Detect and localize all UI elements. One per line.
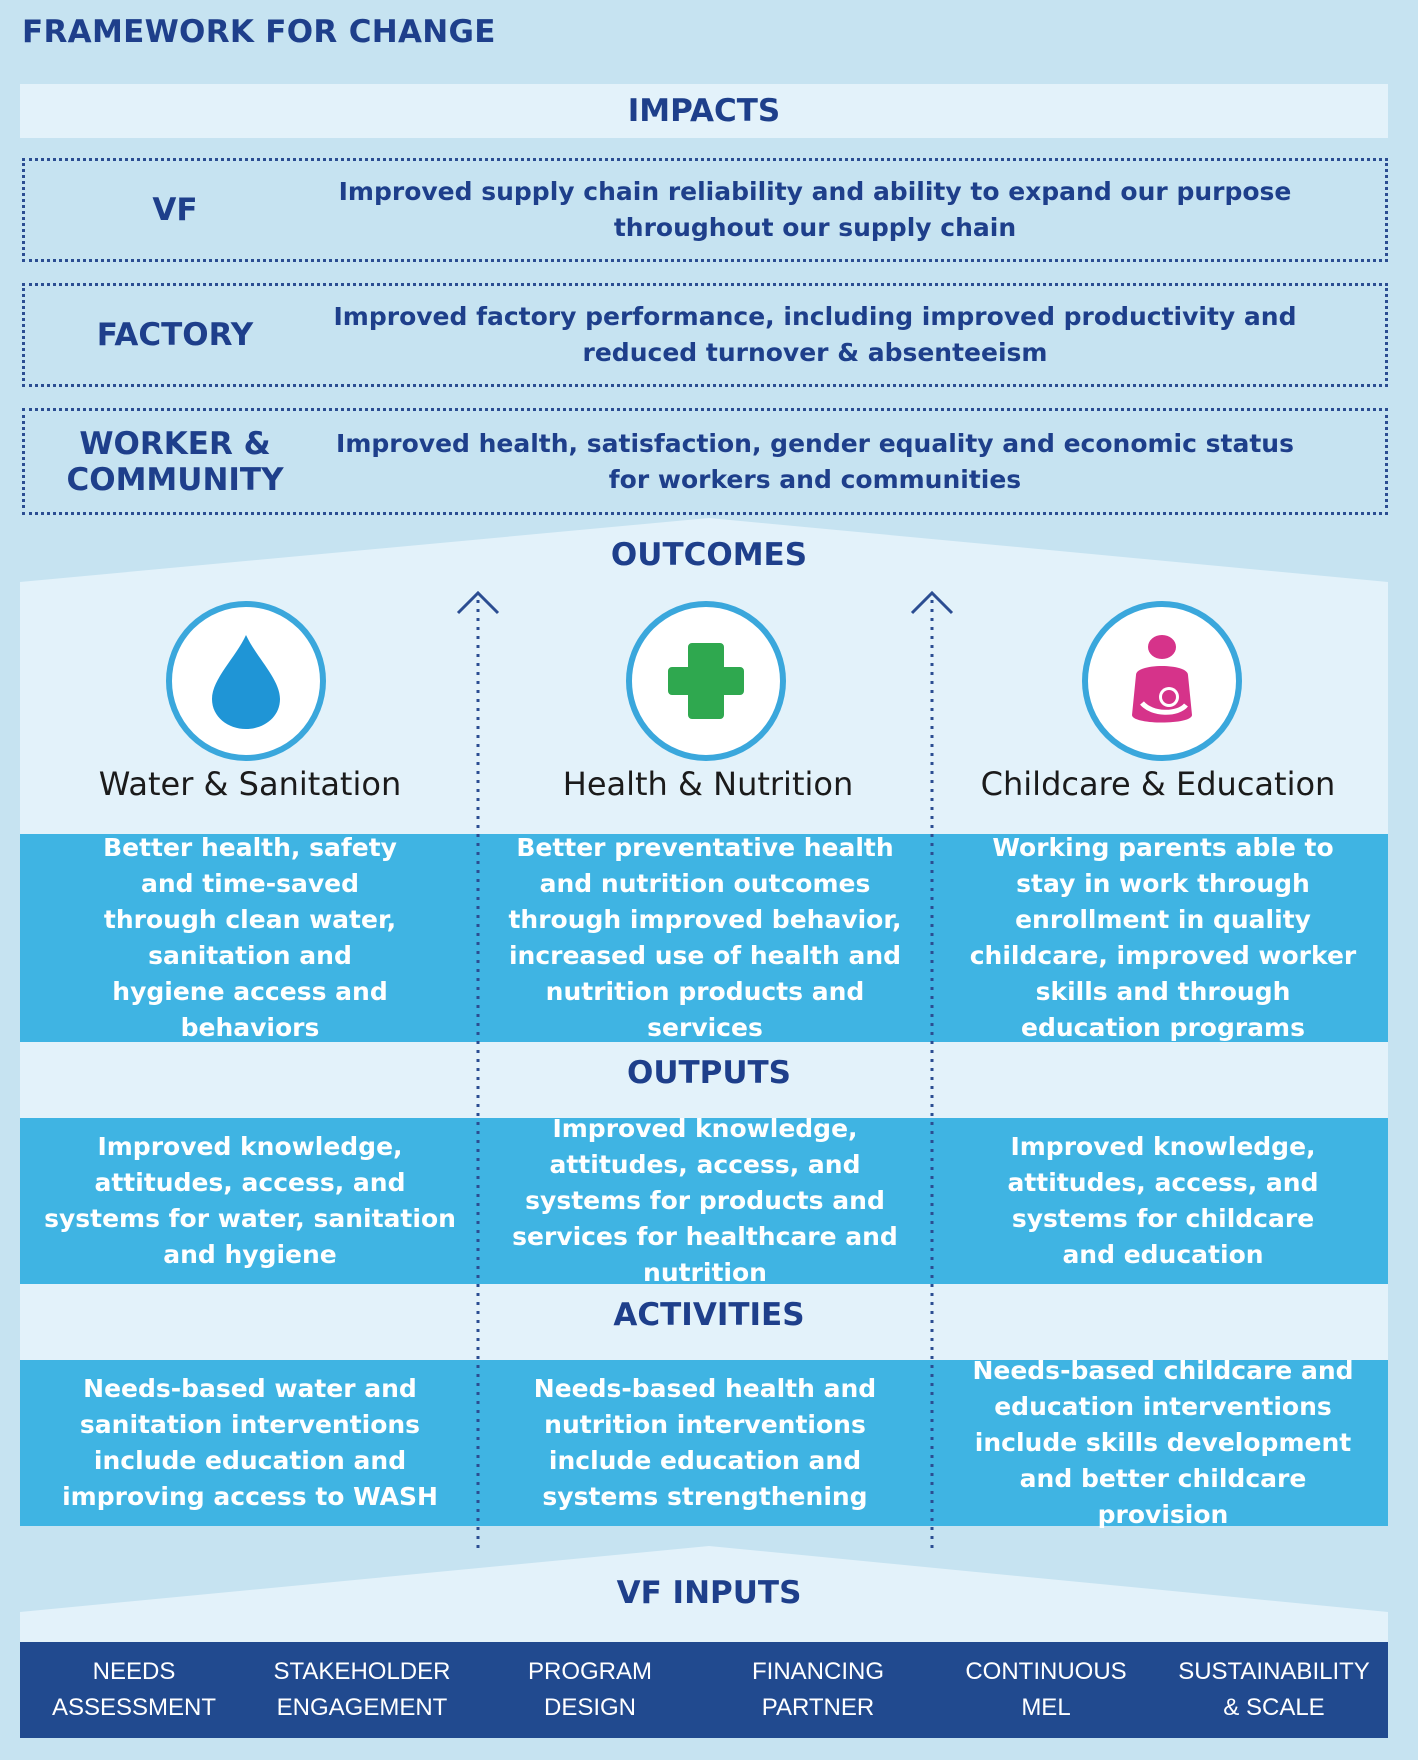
- impact-label: FACTORY: [96, 317, 254, 353]
- input-item-line2: & SCALE: [1223, 1694, 1325, 1721]
- input-item-line2: ASSESSMENT: [51, 1694, 217, 1721]
- impact-text: Improved factory performance, including improved productivity and reduced turnover & absenteeism: [333, 302, 1297, 367]
- activities-heading: ACTIVITIES: [613, 1297, 805, 1333]
- output-text-childcare: Improved knowledge, attitudes, access, and systems for childcare and education: [1007, 1132, 1319, 1269]
- input-item-stakeholder-engagement: [248, 1654, 476, 1726]
- outcome-text-water: Better health, safety and time-saved through clean water, sanitation and hygiene access and behaviors: [103, 833, 397, 1042]
- input-item-line2: MEL: [1021, 1694, 1071, 1721]
- impact-text: Improved health, satisfaction, gender equality and economic status for workers and communities: [336, 428, 1294, 494]
- outcome-text-health: Better preventative health and nutrition outcomes through improved behavior, increased use of health and nutrition products and services: [508, 833, 902, 1042]
- page-title: FRAMEWORK FOR CHANGE: [22, 14, 496, 50]
- input-item-line1: FINANCING: [752, 1658, 884, 1685]
- impact-label: VF: [152, 192, 198, 228]
- input-item-program-design: [476, 1654, 704, 1726]
- input-item-line1: PROGRAM: [527, 1658, 652, 1685]
- input-item-line2: PARTNER: [761, 1694, 875, 1721]
- outcomes-heading: OUTCOMES: [610, 537, 808, 573]
- activity-text-health: Needs-based health and nutrition interventions include education and systems strengthening: [533, 1374, 877, 1511]
- impacts-heading: IMPACTS: [20, 84, 1388, 138]
- vf-inputs-bar: [20, 1642, 1388, 1738]
- input-item-line2: DESIGN: [543, 1694, 636, 1721]
- input-item-line2: ENGAGEMENT: [276, 1694, 448, 1721]
- input-item-continuous-mel: [932, 1654, 1160, 1726]
- input-item-sustainability-scale: [1160, 1654, 1388, 1726]
- output-text-water: Improved knowledge, attitudes, access, and systems for water, sanitation and hygiene: [44, 1132, 456, 1269]
- column-title-water-sanitation: Water & Sanitation: [98, 765, 402, 803]
- activity-text-water: Needs-based water and sanitation interventions include education and improving access to WASH: [62, 1374, 438, 1511]
- output-text-health: Improved knowledge, attitudes, access, and systems for products and services for healthcare and nutrition: [512, 1114, 898, 1287]
- input-item-needs-assessment: [20, 1654, 248, 1726]
- input-item-line1: CONTINUOUS: [965, 1658, 1127, 1685]
- impact-label: WORKER & COMMUNITY: [66, 425, 284, 498]
- impact-text: Improved supply chain reliability and ability to expand our purpose throughout our supply chain: [338, 177, 1292, 242]
- outcome-text-childcare: Working parents able to stay in work through enrollment in quality childcare, improved worker skills and through education programs: [969, 833, 1357, 1042]
- column-title-health-nutrition: Health & Nutrition: [562, 765, 854, 803]
- outputs-heading: OUTPUTS: [626, 1055, 792, 1091]
- input-item-financing-partner: [704, 1654, 932, 1726]
- input-item-line1: SUSTAINABILITY: [1178, 1658, 1370, 1685]
- vf-inputs-heading: VF INPUTS: [616, 1575, 802, 1611]
- input-item-line1: STAKEHOLDER: [273, 1658, 451, 1685]
- column-title-childcare-education: Childcare & Education: [980, 765, 1336, 803]
- activity-text-childcare: Needs-based childcare and education interventions include skills development and better childcare provision: [972, 1356, 1354, 1529]
- input-item-line1: NEEDS: [92, 1658, 176, 1685]
